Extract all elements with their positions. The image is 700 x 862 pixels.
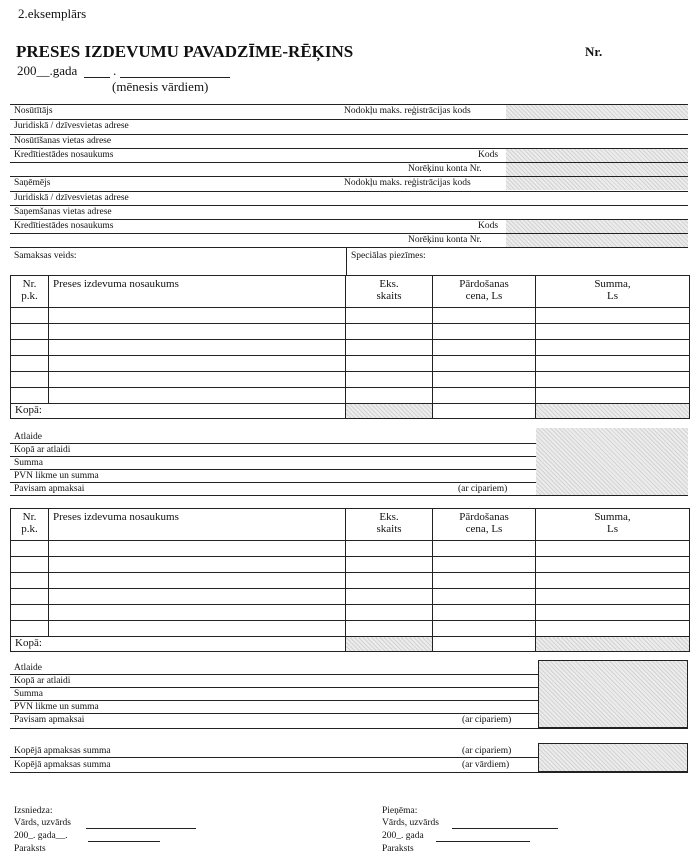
col-nr: Nr. p.k. <box>11 276 49 308</box>
issued-name-line[interactable] <box>86 828 196 829</box>
row-line <box>10 728 688 729</box>
col-sum: Summa, Ls <box>536 276 690 308</box>
sender-tax-code-label: Nodokļu maks. reģistrācijas kods <box>344 106 471 116</box>
receiver-account-field[interactable] <box>506 234 688 247</box>
sender-tax-code-field[interactable] <box>506 105 688 119</box>
row-line <box>10 134 688 135</box>
col-name: Preses izdevuma nosaukums <box>49 276 346 308</box>
receiver-code-field[interactable] <box>506 220 688 233</box>
receiver-tax-code-label: Nodokļu maks. reģistrācijas kods <box>344 178 471 188</box>
table-row[interactable] <box>11 557 690 573</box>
sender-label: Nosūtītājs <box>14 106 53 116</box>
col-sum: Summa, Ls <box>536 509 690 541</box>
row-line <box>10 772 688 773</box>
grand-total-label-2: Kopējā apmaksas summa <box>14 760 111 770</box>
received-signature-label: Paraksts <box>382 844 414 854</box>
summary2-vat: PVN likme un summa <box>14 702 99 712</box>
items-table-1 <box>10 275 690 419</box>
summary1-payable: Pavisam apmaksai <box>14 484 85 494</box>
grand-total-label-1: Kopējā apmaksas summa <box>14 746 111 756</box>
receiver-address-label: Juridiskā / dzīvesvietas adrese <box>14 193 129 203</box>
total-qty-field[interactable] <box>346 637 433 652</box>
receiver-bank-label: Kredītiestādes nosaukums <box>14 221 114 231</box>
date-prefix: 200__.gada <box>17 63 78 78</box>
summary1-values-field[interactable] <box>536 428 688 495</box>
table-row[interactable] <box>11 324 690 340</box>
summary2-in-digits: (ar cipariem) <box>462 715 512 725</box>
number-label: Nr. <box>585 44 603 59</box>
table-row[interactable] <box>11 541 690 557</box>
total-price-cell <box>433 637 536 652</box>
col-qty: Eks. skaits <box>346 276 433 308</box>
col-price: Pārdošanas cena, Ls <box>433 509 536 541</box>
document-title: PRESES IZDEVUMU PAVADZĪME-RĒĶINS <box>16 42 354 61</box>
grand-total-hint-2: (ar vārdiem) <box>462 760 510 770</box>
table-row[interactable] <box>11 340 690 356</box>
total-price-cell <box>433 404 536 419</box>
total-row <box>11 637 690 652</box>
issued-date-line[interactable] <box>88 841 160 842</box>
table-row[interactable] <box>11 308 690 324</box>
date-dot: . <box>113 63 117 78</box>
table-row[interactable] <box>11 356 690 372</box>
total-qty-field[interactable] <box>346 404 433 419</box>
total-sum-field[interactable] <box>536 404 690 419</box>
table-row[interactable] <box>11 589 690 605</box>
row-line <box>10 495 688 496</box>
total-sum-field[interactable] <box>536 637 690 652</box>
sender-bank-label: Kredītiestādes nosaukums <box>14 150 114 160</box>
items-table-2 <box>10 508 690 652</box>
sender-account-field[interactable] <box>506 163 688 176</box>
receiver-code-label: Kods <box>478 221 499 231</box>
row-line <box>10 247 688 248</box>
received-label: Pieņēma: <box>382 806 418 816</box>
grand-total-field[interactable] <box>538 743 688 772</box>
summary1-sum: Summa <box>14 458 44 468</box>
summary2-sum: Summa <box>14 689 44 699</box>
summary1-discount: Atlaide <box>14 432 42 442</box>
total-label: Kopā: <box>11 637 346 652</box>
sender-code-field[interactable] <box>506 149 688 162</box>
receiver-label: Saņēmējs <box>14 178 51 188</box>
table-row[interactable] <box>11 573 690 589</box>
summary2-total-discount: Kopā ar atlaidi <box>14 676 71 686</box>
summary1-in-digits: (ar cipariem) <box>458 484 508 494</box>
col-nr: Nr. p.k. <box>11 509 49 541</box>
sender-dispatch-label: Nosūtīšanas vietas adrese <box>14 136 112 146</box>
issued-name-label: Vārds, uzvārds <box>14 818 71 828</box>
col-qty: Eks. skaits <box>346 509 433 541</box>
date-month-line[interactable] <box>120 77 230 78</box>
receiver-receipt-label: Saņemšanas vietas adrese <box>14 207 112 217</box>
payment-method-label: Samaksas veids: <box>14 251 77 261</box>
col-name: Preses izdevuma nosaukums <box>49 509 346 541</box>
summary2-payable: Pavisam apmaksai <box>14 715 85 725</box>
sender-code-label: Kods <box>478 150 499 160</box>
receiver-tax-code-field[interactable] <box>506 177 688 190</box>
summary2-discount: Atlaide <box>14 663 42 673</box>
table-row[interactable] <box>11 621 690 637</box>
row-line <box>10 205 688 206</box>
received-date-line[interactable] <box>436 841 530 842</box>
receiver-account-label: Norēķinu konta Nr. <box>408 235 482 245</box>
col-price: Pārdošanas cena, Ls <box>433 276 536 308</box>
summary1-vat: PVN likme un summa <box>14 471 99 481</box>
copy-label: 2.eksemplārs <box>18 6 87 21</box>
received-name-label: Vārds, uzvārds <box>382 818 439 828</box>
grand-total-hint-1: (ar cipariem) <box>462 746 512 756</box>
table-row[interactable] <box>11 605 690 621</box>
row-line <box>10 191 688 192</box>
issued-signature-label: Paraksts <box>14 844 46 854</box>
payment-divider <box>346 247 347 275</box>
date-day-line[interactable] <box>84 77 110 78</box>
table-row[interactable] <box>11 388 690 404</box>
summary1-total-discount: Kopā ar atlaidi <box>14 445 71 455</box>
special-notes-label: Speciālas piezīmes: <box>351 251 426 261</box>
issued-label: Izsniedza: <box>14 806 53 816</box>
issued-date-label: 200_. gada__. <box>14 831 68 841</box>
received-date-label: 200_. gada <box>382 831 424 841</box>
row-line <box>10 119 688 120</box>
total-row <box>11 404 690 419</box>
summary2-values-field[interactable] <box>538 660 688 728</box>
sender-account-label: Norēķinu konta Nr. <box>408 164 482 174</box>
total-label: Kopā: <box>11 404 346 419</box>
month-hint: (mēnesis vārdiem) <box>112 79 209 94</box>
sender-address-label: Juridiskā / dzīvesvietas adrese <box>14 121 129 131</box>
table-row[interactable] <box>11 372 690 388</box>
received-name-line[interactable] <box>452 828 558 829</box>
